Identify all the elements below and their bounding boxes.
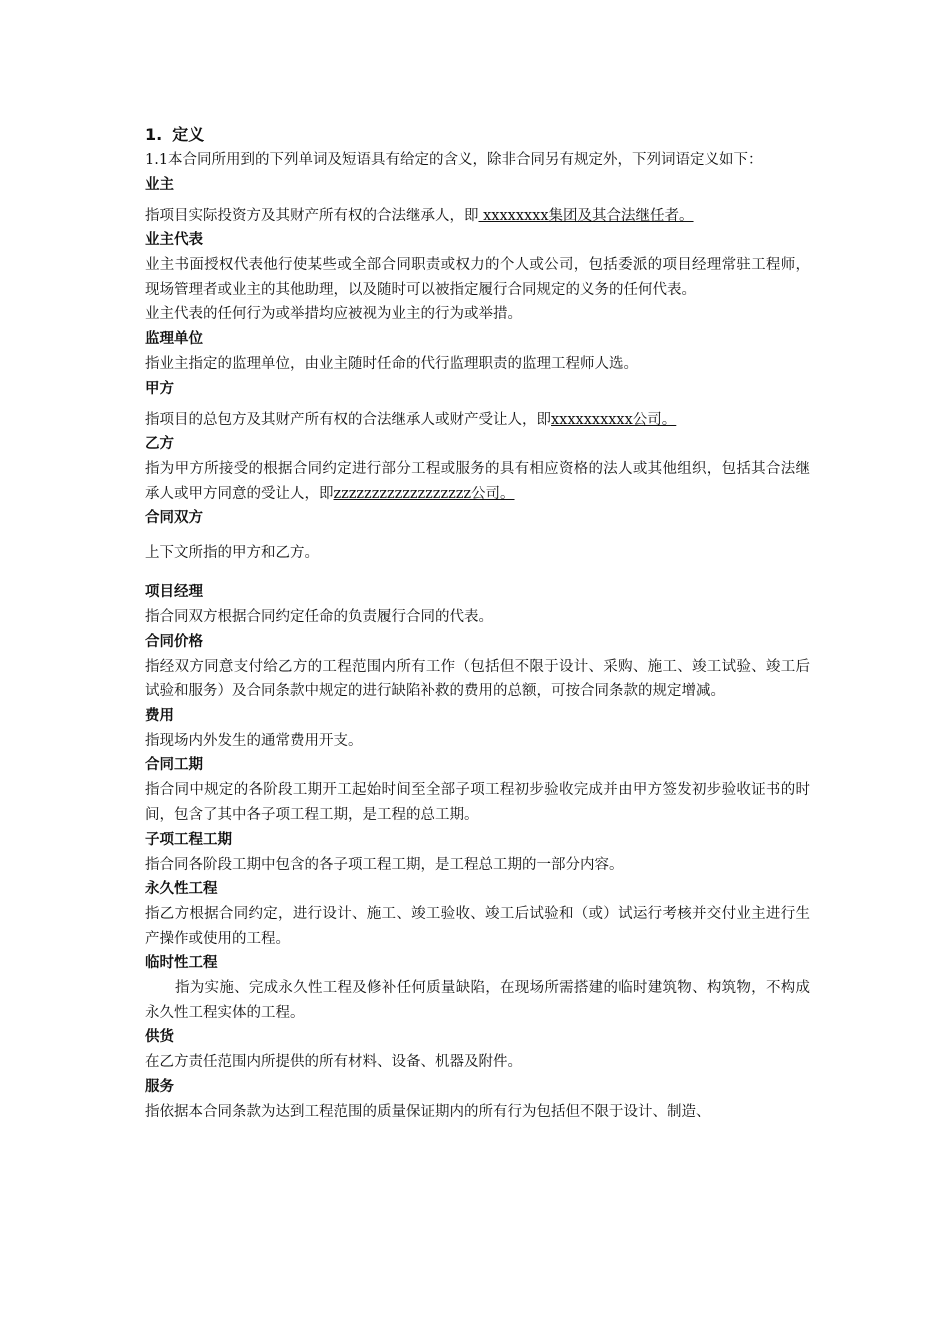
definition-supervisor: 指业主指定的监理单位，由业主随时任命的代行监理职责的监理工程师人选。 xyxy=(145,355,638,372)
term-sub-period: 子项工程工期 xyxy=(145,831,232,848)
term-contract-price: 合同价格 xyxy=(145,633,203,650)
term-owner-rep: 业主代表 xyxy=(145,232,203,249)
definition-owner-rep: 业主书面授权代表他行使某些或全部合同职责或权力的个人或公司，包括委派的项目经理常驻工程师，现场管理者或业主的其他助理，以及随时可以被指定履行合同规定的义务的任何代表。 xyxy=(145,257,810,298)
definition-temporary-works: 指为实施、完成永久性工程及修补任何质量缺陷，在现场所需搭建的临时建筑物、构筑物，不构成永久性工程实体的工程。 xyxy=(145,980,810,1021)
term-both-parties: 合同双方 xyxy=(145,510,203,527)
definition-supply: 在乙方责任范围内所提供的所有材料、设备、机器及附件。 xyxy=(145,1054,522,1071)
term-temporary-works: 临时性工程 xyxy=(145,955,218,972)
definition-permanent-works: 指乙方根据合同约定，进行设计、施工、竣工验收、竣工后试验和（或）试运行考核并交付业主进行生产操作或使用的工程。 xyxy=(145,906,810,947)
term-supervisor: 监理单位 xyxy=(145,330,203,347)
definition-both-parties: 上下文所指的甲方和乙方。 xyxy=(145,545,319,562)
term-owner: 业主 xyxy=(145,176,174,193)
section-number: 1. xyxy=(145,125,163,144)
owner-name-underlined: xxxxxxxx集团及其合法继任者。 xyxy=(478,207,694,224)
section-heading xyxy=(145,122,810,148)
definition-owner xyxy=(145,204,810,229)
document-page xyxy=(145,122,810,1125)
definition-party-a xyxy=(145,408,810,433)
term-party-b: 乙方 xyxy=(145,436,174,453)
definition-party-b xyxy=(145,457,810,506)
definition-project-manager: 指合同双方根据合同约定任命的负责履行合同的代表。 xyxy=(145,608,493,625)
intro-paragraph: 1.1本合同所用到的下列单词及短语具有给定的含义，除非合同另有规定外，下列词语定义如下： xyxy=(145,152,763,168)
definition-contract-price: 指经双方同意支付给乙方的工程范围内所有工作（包括但不限于设计、采购、施工、竣工试验、竣工后试验和服务）及合同条款中规定的进行缺陷补救的费用的总额，可按合同条款的规定增减。 xyxy=(145,658,810,700)
term-supply: 供货 xyxy=(145,1029,174,1046)
term-project-manager: 项目经理 xyxy=(145,583,203,600)
definition-party-b-text: 指为甲方所接受的根据合同约定进行部分工程或服务的具有相应资格的法人或其他组织，包括其合法继承人或甲方同意的受让人，即 xyxy=(145,461,810,502)
term-permanent-works: 永久性工程 xyxy=(145,881,218,898)
section-title: 定义 xyxy=(172,125,205,144)
definition-service: 指依据本合同条款为达到工程范围的质量保证期内的所有行为包括但不限于设计、制造、 xyxy=(145,1104,711,1121)
term-contract-period: 合同工期 xyxy=(145,757,203,774)
definition-cost: 指现场内外发生的通常费用开支。 xyxy=(145,732,363,749)
definition-contract-period: 指合同中规定的各阶段工期开工起始时间至全部子项工程初步验收完成并由甲方签发初步验收证书的时间，包含了其中各子项工程工期，是工程的总工期。 xyxy=(145,782,810,823)
party-a-name-underlined: xxxxxxxxxx公司。 xyxy=(551,411,677,428)
definition-owner-text: 指项目实际投资方及其财产所有权的合法继承人，即 xyxy=(145,207,479,224)
term-party-a: 甲方 xyxy=(145,380,174,397)
definition-sub-period: 指合同各阶段工期中包含的各子项工程工期，是工程总工期的一部分内容。 xyxy=(145,856,624,873)
term-cost: 费用 xyxy=(145,707,174,724)
definition-party-a-text: 指项目的总包方及其财产所有权的合法继承人或财产受让人，即 xyxy=(145,411,551,428)
definition-owner-rep-2: 业主代表的任何行为或举措均应被视为业主的行为或举措。 xyxy=(145,306,522,323)
term-service: 服务 xyxy=(145,1079,174,1096)
party-b-name-underlined: zzzzzzzzzzzzzzzzzz公司。 xyxy=(333,485,515,502)
